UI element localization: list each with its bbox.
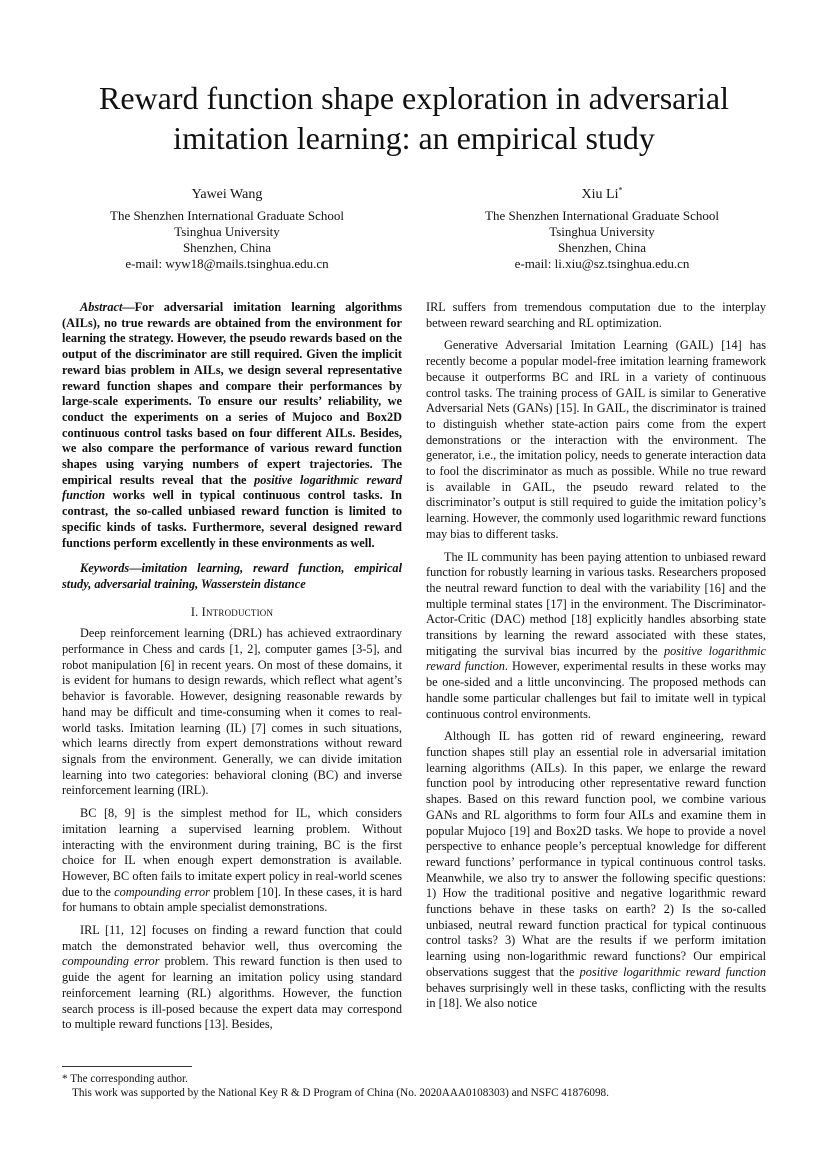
section-title: Introduction [201, 604, 274, 619]
keywords-text: imitation learning, reward function, empirical study, adversarial training, Wasserstein distance [62, 561, 402, 591]
paragraph-text: The IL community has been paying attention to unbiased reward function for robustly learning in various tasks. Researchers proposed the neutral reward function to deal with the variability [16] and the multiple terminal states [17] in the environment. The Discriminator-Actor-Critic (DAC) method [18] explicitly handles absorbing state transitions by learning the reward associated with these states, mitigating the survival bias incurred by the [426, 549, 766, 658]
paragraph-emphasis: compounding error [62, 954, 160, 969]
paragraph [426, 729, 766, 1012]
paragraph-text: IRL [11, 12] focuses on finding a reward function that could match the demonstrated behavior well, thus overcoming the [62, 923, 402, 953]
paragraph: Generative Adversarial Imitation Learning (GAIL) [14] has recently become a popular model-free imitation learning framework because it outperforms BC and IRL in a variety of continuous control tasks. The training process of GAIL is similar to Generative Adversarial Nets (GANs) [15]. In GAIL, the discriminator is trained to distinguish whether state-action pairs come from the expert demonstrations or the interaction with the environment. The generator, i.e., the imitation policy, needs to generate interaction data to fool the discriminator as much as possible. While no true reward is available in GAIL, the pseudo reward related to the discriminator’s output is still required to guide the imitation policy’s learning. However, the commonly used logarithmic reward functions may bias to different tasks. [426, 338, 766, 541]
abstract-dash: — [122, 300, 135, 314]
paragraph-text: problem [10]. In these cases, it is hard for humans to obtain ample specialist demonstrations. [62, 884, 402, 915]
paragraph: Deep reinforcement learning (DRL) has achieved extraordinary performance in Chess and cards [1, 2], computer games [3-5], and robot manipulation [6] in recent years. On most of these domains, it is evident for humans to design rewards, which reflect what agent’s behavior is favorable. However, designing reasonable rewards by hand may be difficult and time-consuming when it comes to real-world tasks. Imitation learning (IL) [7] comes in such situations, which learns directly from expert demonstrations without reward signals from the environment. Generally, we can divide imitation learning into two categories: behavioral cloning (BC) and inverse reinforcement learning (IRL). [62, 626, 402, 798]
abstract-text: For adversarial imitation learning algorithms (AILs), no true rewards are obtained from the environment for learning the strategy. However, the pseudo rewards based on the output of the discriminator are still required. Given the implicit reward bias problem in AILs, we design several representative reward function shapes and compare their performances by large-scale experiments. To ensure our results’ reliability, we conduct the experiments on a series of Mujoco and Box2D continuous control tasks based on four different AILs. Besides, we also compare the performance of various reward function shapes using varying numbers of expert trajectories. The empirical results reveal that the [62, 300, 402, 487]
paragraph-text: problem. This reward function is then used to guide the agent for learning an imitation policy using standard reinforcement learning (RL) algorithms. However, the function search process is ill-posed because the expert data may correspond to multiple reward functions [13]. Besides, [62, 954, 402, 1032]
paragraph-emphasis: positive logarithmic reward function [579, 964, 766, 979]
paragraph-emphasis: compounding error [114, 884, 210, 899]
section-number: I. [190, 604, 199, 619]
author-block-1 [62, 186, 392, 272]
footnote-divider [62, 1066, 192, 1067]
keywords [62, 561, 402, 592]
section-heading [62, 605, 402, 621]
abstract [62, 300, 402, 551]
abstract-text-cont: works well in typical continuous control tasks. In contrast, the so-called unbiased reward function is limited to specific kinds of tasks. Furthermore, several designed reward functions perform excellently in these environments as well. [62, 488, 402, 550]
paragraph-text: Although IL has gotten rid of reward engineering, reward function shapes still play an essential role in adversarial imitation learning algorithms (AILs). In this paper, we enlarge the reward function pool by introducing other representative reward function shapes. Based on this reward function pool, we combine various GANs and RL algorithms to form four AILs and examine them in popular Mujoco [19] and Box2D tasks. We hope to provide a novel perspective to enhance people’s perceptual knowledge for different reward functions’ performance in typical continuous control tasks. Meanwhile, we also try to answer the following specific questions: 1) How the traditional positive and negative logarithmic reward functions behave in these tasks on earth? 2) Is the so-called unbiased, neutral reward function practical for typical continuous control tasks? 3) What are the results if we perform imitation learning using non-logarithmic reward functions? Our empirical observations suggest that the [426, 729, 766, 979]
keywords-lead: Keywords [80, 561, 130, 576]
paper-title: Reward function shape exploration in adversarial imitation learning: an empirical study [99, 80, 729, 156]
author-block-2 [437, 186, 767, 272]
keywords-dash: — [129, 561, 142, 576]
paragraph [426, 550, 766, 723]
author-affiliation: The Shenzhen International Graduate School [485, 208, 719, 223]
paragraph [62, 923, 402, 1033]
paragraph [62, 806, 402, 916]
left-column [62, 300, 402, 1040]
abstract-emphasis: positive logarithmic reward function [62, 472, 402, 503]
author-name [437, 186, 767, 204]
author-location: Shenzhen, China [182, 240, 272, 255]
paragraph-text: behaves surprisingly well in these tasks, conflicting with the results in [18]. We also notice [426, 980, 766, 1011]
author-location: Shenzhen, China [557, 240, 647, 255]
author-email: e-mail: wyw18@mails.tsinghua.edu.cn [125, 256, 329, 271]
right-column [426, 300, 766, 1019]
paragraph-text: . However, experimental results in these works may be one-sided and a little unconvincing. The proposed methods can handle some particular challenges but fail to imitate well in typical continuous control environments. [426, 659, 766, 721]
paragraph-text: BC [8, 9] is the simplest method for IL, which considers imitation learning a supervised learning problem. Without interacting with the environment during training, BC is the first choice for IL when enough expert demonstration is available. However, BC often fails to imitate expert policy in real-world scenes due to the [62, 806, 402, 899]
corresponding-author-mark: * [618, 185, 623, 195]
author-name: Yawei Wang [191, 187, 263, 202]
author-name-text: Xiu Li [581, 187, 619, 202]
footnote-corresponding: * The corresponding author. [62, 1073, 188, 1085]
paragraph-emphasis: positive logarithmic reward function [426, 643, 766, 674]
author-university: Tsinghua University [174, 224, 280, 239]
author-university: Tsinghua University [549, 224, 655, 239]
author-email: e-mail: li.xiu@sz.tsinghua.edu.cn [514, 256, 690, 271]
footnote [62, 1072, 762, 1100]
footnote-funding: This work was supported by the National Key R & D Program of China (No. 2020AAA0108303) and NSFC 41876098. [72, 1087, 609, 1099]
paragraph: IRL suffers from tremendous computation due to the interplay between reward searching and RL optimization. [426, 300, 766, 330]
author-affiliation: The Shenzhen International Graduate School [110, 208, 344, 223]
abstract-lead: Abstract [80, 300, 123, 314]
